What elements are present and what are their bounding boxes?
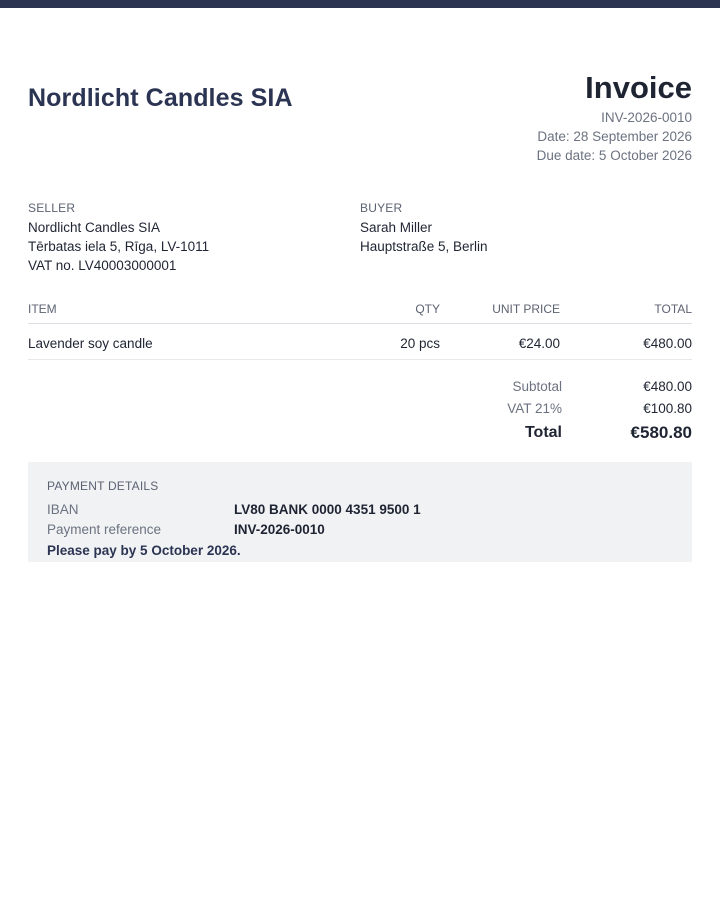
seller-name: Nordlicht Candles SIA <box>28 220 161 235</box>
header-unit-price: UNIT PRICE <box>440 300 560 324</box>
seller-vat: VAT no. LV40003000001 <box>28 258 177 273</box>
iban-label: IBAN <box>47 502 79 517</box>
grand-total-row <box>452 422 692 444</box>
subtotal-row <box>452 376 692 398</box>
row-total: €480.00 <box>560 324 692 360</box>
reference-value: INV-2026-0010 <box>234 522 325 537</box>
company-name: Nordlicht Candles SIA <box>28 84 293 112</box>
invoice-number: INV-2026-0010 <box>601 110 692 125</box>
seller-address: Tērbatas iela 5, Rīga, LV-1011 <box>28 239 210 254</box>
header-total: TOTAL <box>560 300 692 324</box>
invoice-title: Invoice <box>585 70 692 105</box>
iban-value: LV80 BANK 0000 4351 9500 1 <box>234 502 421 517</box>
row-item: Lavender soy candle <box>28 324 328 360</box>
iban-row <box>47 500 673 520</box>
subtotal-label: Subtotal <box>512 379 562 394</box>
invoice-header <box>537 70 692 165</box>
payment-note: Please pay by 5 October 2026. <box>47 543 241 558</box>
payment-details-label: PAYMENT DETAILS <box>47 479 159 493</box>
header-item: ITEM <box>28 300 328 324</box>
totals-block <box>452 376 692 444</box>
reference-row <box>47 520 673 540</box>
total-label: Total <box>524 424 562 441</box>
buyer-name: Sarah Miller <box>360 220 433 235</box>
invoice-due-date: Due date: 5 October 2026 <box>536 148 692 163</box>
vat-row <box>452 398 692 420</box>
row-unit-price: €24.00 <box>440 324 560 360</box>
seller-block <box>28 200 209 275</box>
buyer-block <box>360 200 488 256</box>
line-items-table <box>28 300 692 360</box>
payment-details-panel <box>28 462 692 562</box>
subtotal-value: €480.00 <box>643 379 692 394</box>
row-qty: 20 pcs <box>328 324 440 360</box>
seller-label: SELLER <box>28 201 76 215</box>
reference-label: Payment reference <box>47 522 162 537</box>
table-row <box>28 324 692 360</box>
buyer-label: BUYER <box>360 201 403 215</box>
invoice-date: Date: 28 September 2026 <box>537 129 692 144</box>
vat-label: VAT 21% <box>507 401 562 416</box>
total-value: €580.80 <box>630 423 692 442</box>
vat-value: €100.80 <box>643 401 692 416</box>
buyer-address: Hauptstraße 5, Berlin <box>360 239 488 254</box>
table-header-row <box>28 300 692 324</box>
header-qty: QTY <box>328 300 440 324</box>
top-accent-bar <box>0 0 720 8</box>
